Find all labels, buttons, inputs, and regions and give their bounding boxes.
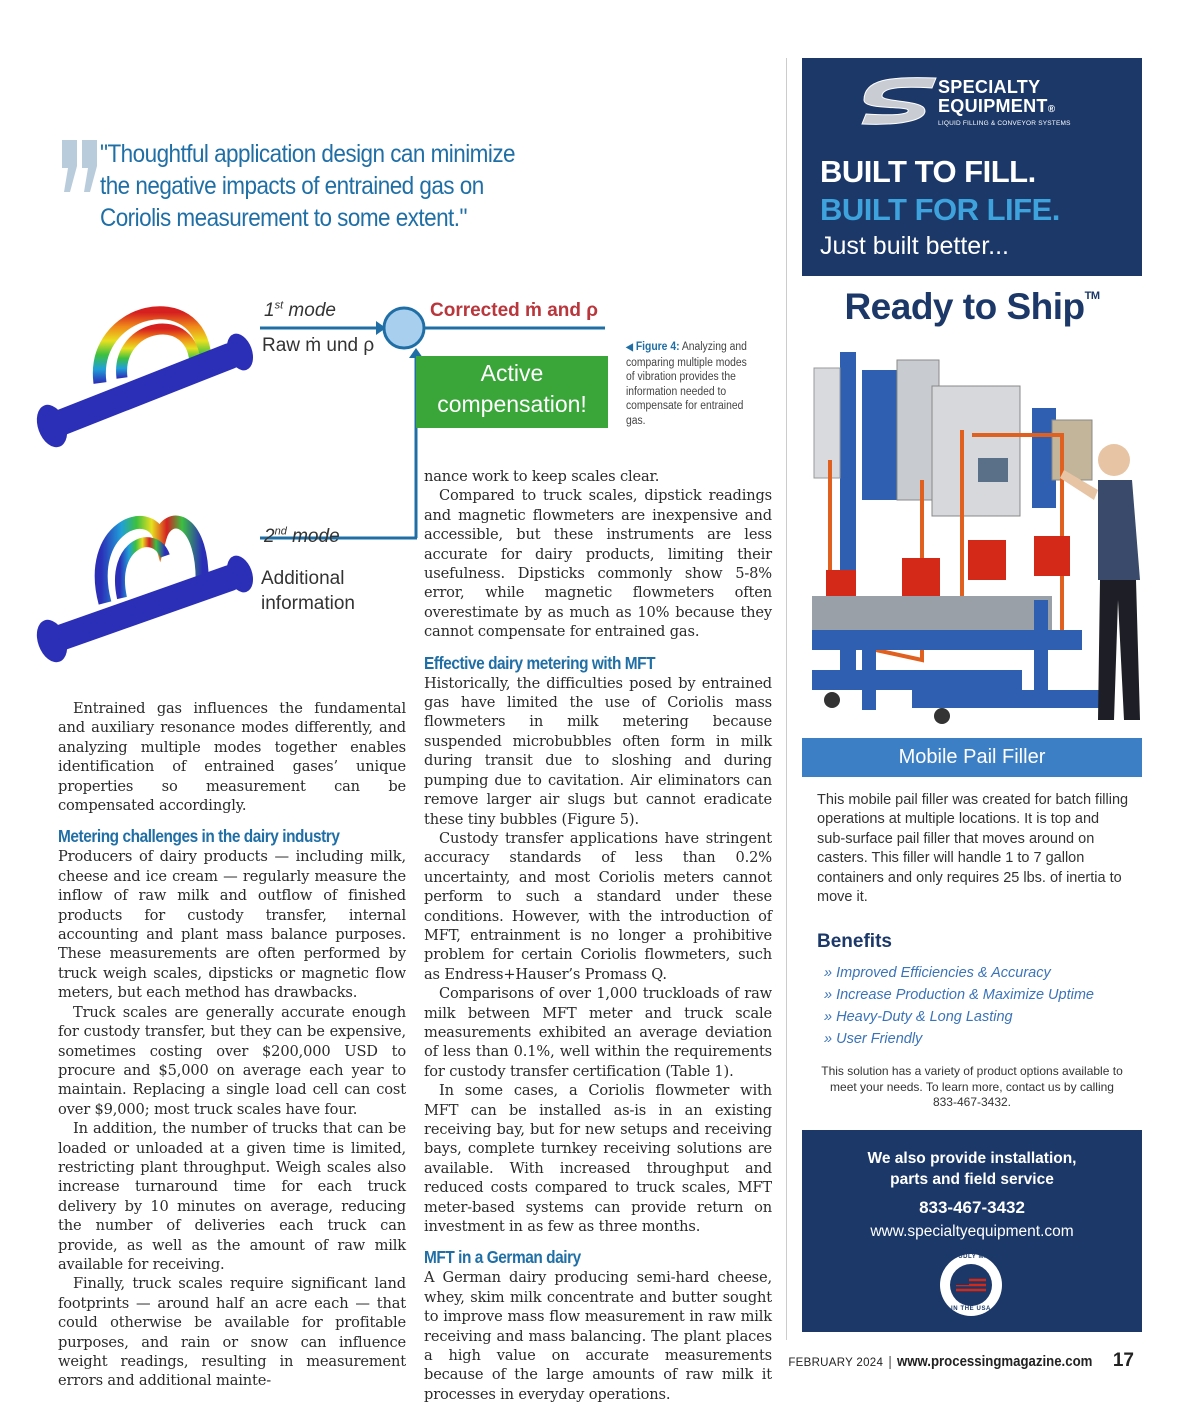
information-line: information — [261, 593, 355, 614]
pull-quote-text — [100, 138, 604, 234]
compensation-node — [384, 308, 424, 348]
logo-line: SPECIALTY — [938, 77, 1041, 97]
ad-logo-text — [938, 78, 1071, 129]
figure-caption-text: Analyzing and comparing multiple modes of vibration provides the information needed to compensate for entrained gas. — [626, 341, 747, 427]
additional-info-label — [261, 566, 355, 616]
paragraph: Truck scales are generally accurate enough for custody transfer, but they can be expensive, sometimes costing over $200,000 USD to procure and $5,000 on average each year to maintain. Replacing a single load cell can cost over $9,000; most truck scales have four. — [58, 1003, 406, 1118]
pail-filler-machine-image — [802, 340, 1142, 732]
ad-headline: BUILT TO FILL. — [820, 154, 1036, 189]
product-description: This mobile pail filler was created for batch filling operations at multiple locations. It is top and sub-surface pail filler that moves around on casters. This filler will handle 1 to 7 gallon containers and only requires 25 lbs. of inertia to move it. — [817, 792, 1129, 906]
contact-note: This solution has a variety of product options available to meet your needs. To learn more, contact us by calling 833-467-3432. — [821, 1064, 1123, 1109]
pull-quote-line: the negative impacts of entrained gas on — [100, 172, 484, 200]
corrected-label: Corrected ṁ and ρ — [430, 300, 599, 321]
page-number: 17 — [1112, 1350, 1134, 1371]
paragraph: In addition, the number of trucks that can be loaded or unloaded at a given time is limited, restricting plant throughput. Weigh scales also increase turnaround time for each truck delivery by 10 minutes on average, reducing the number of deliveries each truck can provide, as well as the amount of raw milk available for receiving. — [58, 1120, 406, 1273]
mode1-label: 1st mode — [264, 300, 336, 322]
specialty-equipment-logo-icon — [858, 72, 938, 128]
product-name-banner: Mobile Pail Filler — [802, 738, 1142, 777]
paragraph: Compared to truck scales, dipstick readings and magnetic flowmeters are inexpensive and accessible, but these instruments are less accurate for dairy products, limiting their usefulness. Dipsticks commonly show 5-8% error, while magnetic flowmeters often overestimate by as much as 10% because they cannot compensate for entrained gas. — [424, 487, 772, 641]
paragraph: Historically, the difficulties posed by entrained gas have limited the use of Coriolis mass flowmeters in milk metering because suspended microbubbles often form in milk during transit due to sloshing and during pumping due to cavitation. Air eliminators can remove larger air slugs but cannot eradicate these tiny bubbles (Figure 5). — [424, 674, 772, 828]
article-column-left — [58, 699, 406, 1391]
active-compensation-text — [416, 358, 608, 420]
paragraph: A German dairy producing semi-hard cheese, whey, skim milk concentrate and butter sought to improve mass flow measurement in raw milk receiving and mass balancing. The plant places a high value on accurate measurements because of the large amounts of raw milk it processes in everyday operations. — [424, 1269, 772, 1403]
logo-line: EQUIPMENT — [938, 96, 1048, 116]
subheading: Metering challenges in the dairy industry — [58, 826, 340, 847]
paragraph: Comparisons of over 1,000 truckloads of raw milk between MFT meter and truck scale measurements exhibited an average deviation of less than 0.1%, well within the requirements for custody transfer certification (Table 1). — [424, 985, 772, 1080]
paragraph: nance work to keep scales clear. — [424, 468, 660, 485]
service-text — [802, 1148, 1142, 1190]
subheading: Effective dairy metering with MFT — [424, 652, 656, 673]
ad-footer — [802, 1130, 1142, 1332]
paragraph: Custody transfer applications have stringent accuracy standards of less than 0.2% uncertainty, and most Coriolis meters cannot perform to such a standard under these conditions. However, with the introduction of MFT, entrainment is no longer a prohibitive problem for certain Coriolis flowmeters, such as Endress+Hauser’s Promass Q. — [424, 829, 772, 983]
mode1-meter-illustration — [31, 313, 257, 452]
subheading: MFT in a German dairy — [424, 1247, 581, 1268]
registered-mark: ® — [1047, 104, 1056, 115]
benefit-item: » User Friendly — [824, 1028, 1094, 1050]
pull-quote-line: Coriolis measurement to some extent." — [100, 204, 467, 232]
website-link[interactable]: www.specialtyequipment.com — [870, 1223, 1074, 1240]
active-line: Active — [480, 360, 544, 386]
service-line: We also provide installation, — [867, 1150, 1077, 1167]
ad-headline: BUILT FOR LIFE. — [820, 192, 1060, 227]
seal-top-text: PROUDLY MADE — [943, 1254, 999, 1260]
pull-quote-line: "Thoughtful application design can minimize — [100, 140, 516, 168]
ad-subheadline: Just built better... — [820, 232, 1009, 260]
page-footer — [788, 1350, 1134, 1372]
mode2-meter-illustration — [31, 522, 257, 666]
trademark: TM — [1084, 290, 1100, 302]
benefit-item: » Improved Efficiencies & Accuracy — [824, 962, 1094, 984]
benefit-item: » Heavy-Duty & Long Lasting — [824, 1006, 1094, 1028]
compensation-line: compensation! — [437, 391, 587, 417]
magazine-url-link[interactable]: www.processingmagazine.com — [896, 1353, 1093, 1370]
benefits-list — [824, 962, 1094, 1050]
issue-date: FEBRUARY 2024 — [788, 1357, 884, 1369]
paragraph: Entrained gas influences the fundamental and auxiliary resonance modes differently, and analyzing multiple modes together enables identification of entrained gases’ unique properties so measurement can be compensated accordingly. — [58, 700, 406, 815]
phone-link[interactable]: 833-467-3432 — [919, 1198, 1025, 1217]
quote-mark-icon — [60, 138, 100, 198]
raw-label: Raw ṁ und ρ — [262, 335, 375, 356]
footer-separator: | — [888, 1353, 892, 1369]
benefit-item: » Increase Production & Maximize Uptime — [824, 984, 1094, 1006]
article-column-middle — [424, 467, 772, 1404]
ready-to-ship-title — [802, 286, 1142, 328]
logo-tagline: LIQUID FILLING & CONVEYOR SYSTEMS — [938, 120, 1071, 127]
ad-header — [802, 58, 1142, 276]
benefits-title: Benefits — [817, 931, 892, 952]
additional-line: Additional — [261, 568, 345, 589]
mode2-label: 2nd mode — [264, 526, 340, 548]
figure-label: Figure 4: — [635, 341, 680, 353]
ready-text: Ready to Ship — [844, 286, 1085, 327]
paragraph: Producers of dairy products — including milk, cheese and ice cream — regularly measure the inflow of raw milk and outflow of finished products for custody transfer, internal accounting and plant mass balance purposes. These measurements are often performed by truck weigh scales, dipsticks or magnetic flow meters, but each method has drawbacks. — [58, 848, 406, 1002]
figure-4-caption: ◀ Figure 4: Analyzing and comparing multiple modes of vibration provides the information needed to compensate for entrained gas. — [626, 341, 747, 427]
service-line: parts and field service — [890, 1171, 1054, 1188]
paragraph: In some cases, a Coriolis flowmeter with MFT can be installed as-is in an existing receiving bay, but for new setups and receiving bays, complete turnkey receiving solutions are available. With increased throughput and reduced costs compared to truck scales, MFT meter-based systems can provide return on investment in as few as three months. — [424, 1082, 772, 1236]
paragraph: Finally, truck scales require significant land footprints — around half an acre each — that could otherwise be available for profitable purposes, and rain or snow can influence weight readings, resulting in measurement errors and additional mainte- — [58, 1275, 406, 1390]
sidebar-divider — [786, 58, 787, 1340]
seal-bottom-text: IN THE USA — [950, 1306, 991, 1312]
